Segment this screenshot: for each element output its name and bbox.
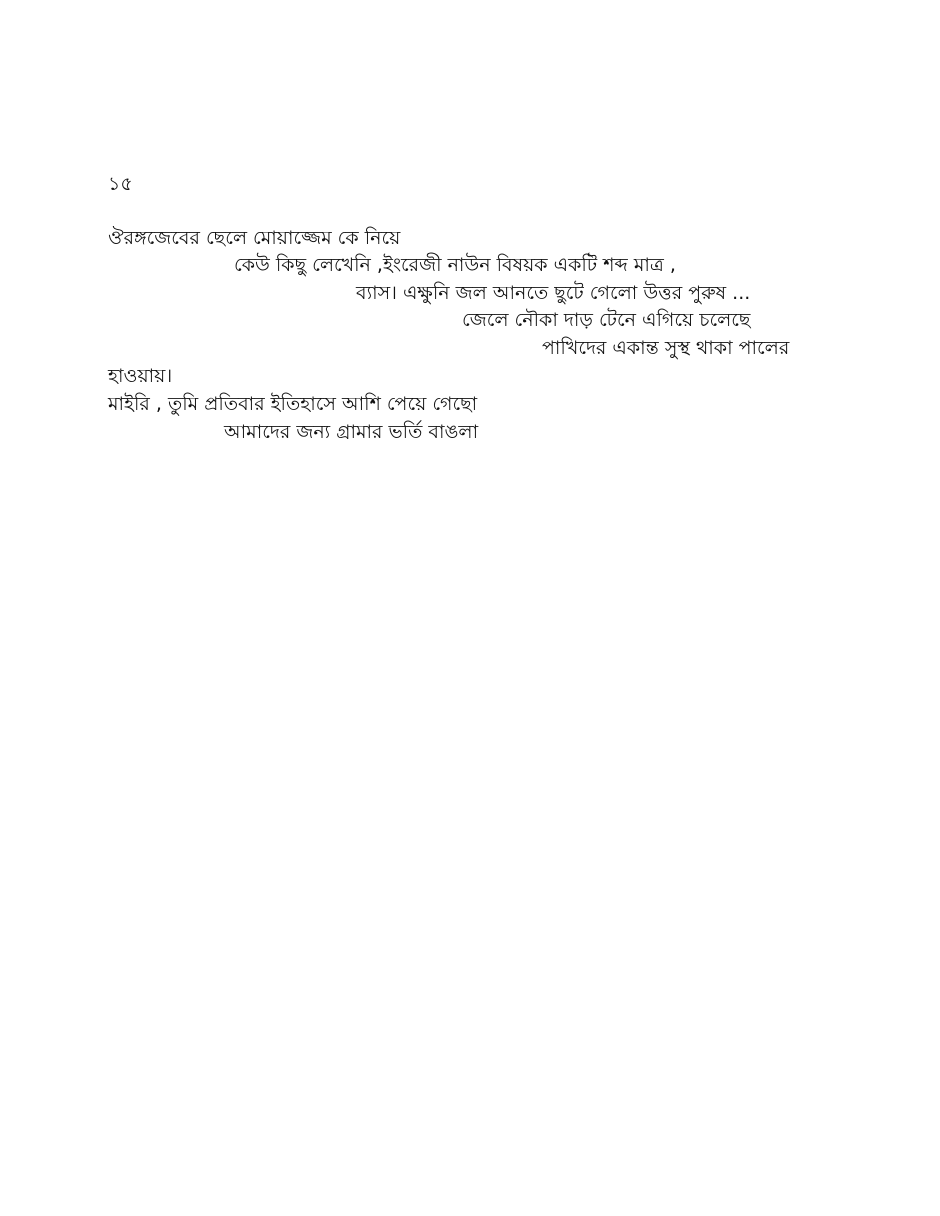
poem-line-7: মাইরি , তুমি প্রতিবার ইতিহাসে আশি পেয়ে গেছো — [108, 393, 478, 415]
poem-line-4: জেলে নৌকা দাড় টেনে এগিয়ে চলেছে — [462, 309, 751, 331]
poem-line-1: ঔরঙ্গজেবের ছেলে মোয়াজ্জেম কে নিয়ে — [108, 227, 401, 249]
poem-line-5: পাখিদের একান্ত সুস্থ থাকা পালের — [542, 337, 790, 359]
poem-line-6: হাওয়ায়। — [108, 365, 173, 387]
poem-line-3: ব্যাস। এক্ষুনি জল আনতে ছুটে গেলো উত্তর পুরুষ ... — [356, 282, 751, 304]
page-number: ১৫ — [108, 173, 133, 195]
poem-line-8: আমাদের জন্য গ্রামার ভর্তি বাঙলা — [224, 421, 479, 443]
poem-line-2: কেউ কিছু লেখেনি ,ইংরেজী নাউন বিষয়ক একটি শব্দ মাত্র , — [234, 254, 676, 276]
